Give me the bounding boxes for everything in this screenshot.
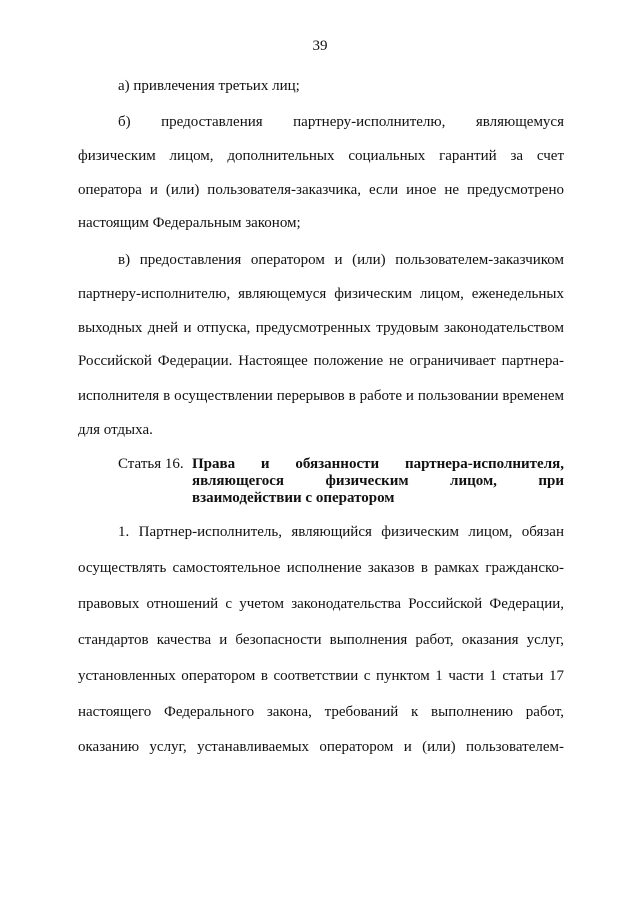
page-number: 39	[312, 38, 328, 54]
text-line: Российской Федерации. Настоящее положение не ограничивает партнера-	[78, 353, 564, 369]
text-line: выходных дней и отпуска, предусмотренных трудовым законодательством	[78, 320, 564, 336]
text-line: 1. Партнер-исполнитель, являющийся физическим лицом, обязан	[118, 524, 564, 540]
text-line: оператора и (или) пользователя-заказчика, если иное не предусмотрено	[78, 182, 564, 198]
text-line: исполнителя в осуществлении перерывов в работе и пользовании временем	[78, 388, 564, 404]
text-line: б) предоставления партнеру-исполнителю, являющемуся	[118, 114, 564, 130]
text-line: а) привлечения третьих лиц;	[118, 78, 300, 94]
text-line: партнеру-исполнителю, являющемуся физическим лицом, еженедельных	[78, 286, 564, 302]
text-line: физическим лицом, дополнительных социальных гарантий за счет	[78, 148, 564, 164]
article-title-line: являющегося физическим лицом, при	[192, 473, 564, 489]
text-line: настоящим Федеральным законом;	[78, 215, 301, 231]
text-line: установленных оператором в соответствии с пунктом 1 части 1 статьи 17	[78, 668, 564, 684]
article-title-line: взаимодействии с оператором	[192, 490, 395, 506]
text-line: для отдыха.	[78, 422, 153, 438]
text-line: осуществлять самостоятельное исполнение заказов в рамках гражданско-	[78, 560, 564, 576]
article-number: Статья 16.	[118, 456, 184, 472]
text-line: правовых отношений с учетом законодательства Российской Федерации,	[78, 596, 564, 612]
article-title-line: Права и обязанности партнера-исполнителя,	[192, 456, 564, 472]
text-line: настоящего Федерального закона, требований к выполнению работ,	[78, 704, 564, 720]
text-line: оказанию услуг, устанавливаемых оператором и (или) пользователем-	[78, 739, 564, 755]
text-line: стандартов качества и безопасности выполнения работ, оказания услуг,	[78, 632, 564, 648]
text-line: в) предоставления оператором и (или) пользователем-заказчиком	[118, 252, 564, 268]
